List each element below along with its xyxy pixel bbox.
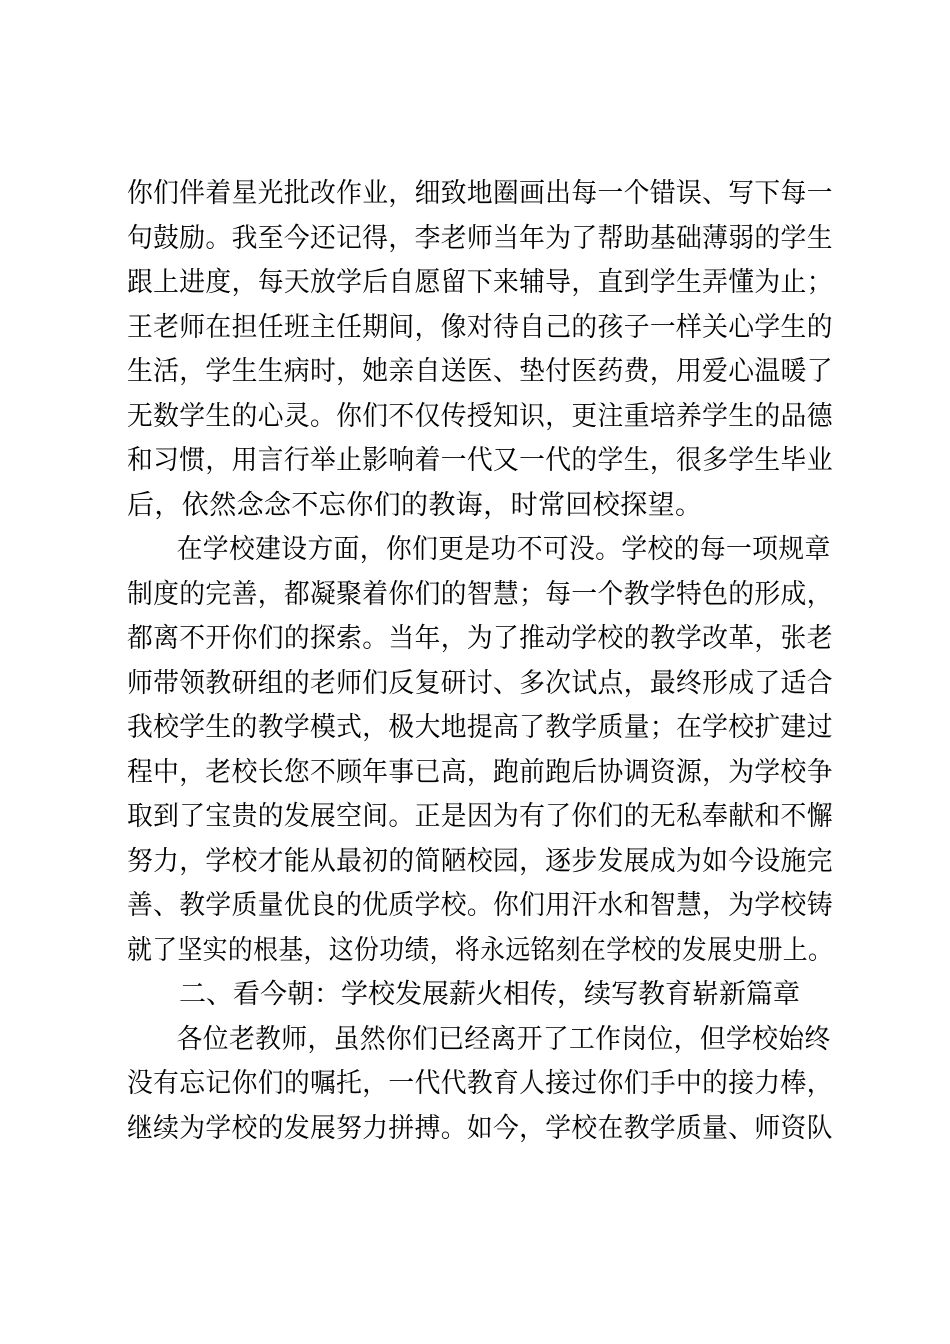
text-line: 师带领教研组的老师们反复研讨、多次试点，最终形成了适合 <box>127 667 833 699</box>
text-line: 努力，学校才能从最初的简陋校园，逐步发展成为如今设施完 <box>127 845 833 877</box>
text-line: 都离不开你们的探索。当年，为了推动学校的教学改革，张老 <box>127 623 833 654</box>
text-line: 我校学生的教学模式，极大地提高了教学质量；在学校扩建过 <box>127 712 833 743</box>
text-line: 制度的完善，都凝聚着你们的智慧；每一个教学特色的形成， <box>127 578 833 610</box>
text-line: 善、教学质量优良的优质学校。你们用汗水和智慧，为学校铸 <box>127 890 833 921</box>
text-line: 跟上进度，每天放学后自愿留下来辅导，直到学生弄懂为止； <box>127 267 833 298</box>
text-line: 没有忘记你们的嘱托，一代代教育人接过你们手中的接力棒， <box>127 1068 833 1099</box>
text-line: 和习惯，用言行举止影响着一代又一代的学生，很多学生毕业 <box>127 445 833 476</box>
text-line: 无数学生的心灵。你们不仅传授知识，更注重培养学生的品德 <box>127 400 833 432</box>
text-line: 就了坚实的根基，这份功绩，将永远铭刻在学校的发展史册上。 <box>127 934 834 966</box>
text-line: 句鼓励。我至今还记得，李老师当年为了帮助基础薄弱的学生 <box>127 222 833 254</box>
paragraph-start-line: 各位老教师，虽然你们已经离开了工作岗位，但学校始终 <box>176 1023 831 1055</box>
body-text <box>127 172 833 1151</box>
paragraph-start-line: 在学校建设方面，你们更是功不可没。学校的每一项规章 <box>176 534 831 565</box>
text-line: 你们伴着星光批改作业，细致地圈画出每一个错误、写下每一 <box>127 178 833 209</box>
text-line: 取到了宝贵的发展空间。正是因为有了你们的无私奉献和不懈 <box>127 801 833 832</box>
text-line: 程中，老校长您不顾年事已高，跑前跑后协调资源，为学校争 <box>127 756 833 788</box>
text-line: 王老师在担任班主任期间，像对待自己的孩子一样关心学生的 <box>127 311 833 343</box>
text-line: 继续为学校的发展努力拼搏。如今，学校在教学质量、师资队 <box>127 1112 833 1144</box>
text-line: 生活，学生生病时，她亲自送医、垫付医药费，用爱心温暖了 <box>127 356 833 387</box>
section-heading: 二、看今朝：学校发展薪火相传，续写教育崭新篇章 <box>179 979 800 1010</box>
text-line: 后，依然念念不忘你们的教诲，时常回校探望。 <box>127 489 703 521</box>
